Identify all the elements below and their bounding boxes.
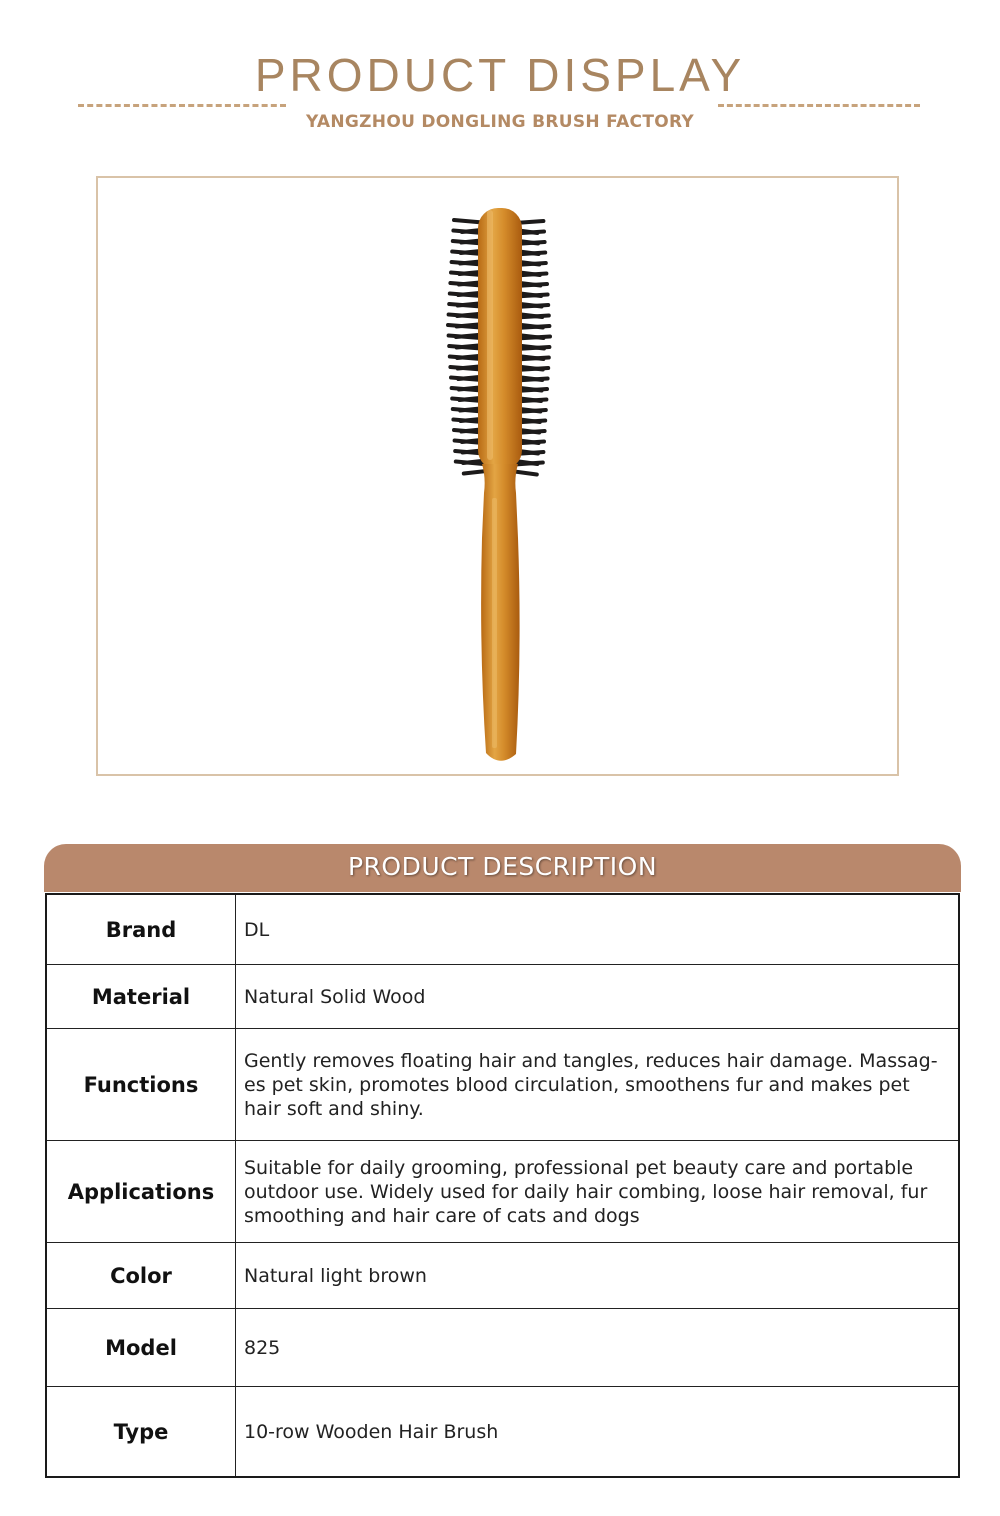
row-value: 825 — [244, 1336, 281, 1359]
title-divider-left — [78, 104, 286, 107]
table-row — [47, 1243, 958, 1309]
table-row — [47, 965, 958, 1029]
row-label: Color — [47, 1243, 236, 1308]
description-header-label: PRODUCT DESCRIPTION — [347, 852, 658, 881]
row-label: Applications — [47, 1141, 236, 1242]
row-value: Suitable for daily grooming, professional pet beauty care and portable outdoor use. Widely used for daily hair combing, loose hair removal, fur smoothing and hair care of cats and dogs — [244, 1156, 928, 1227]
table-row — [47, 1309, 958, 1387]
row-value: Natural light brown — [244, 1264, 427, 1287]
table-row — [47, 1029, 958, 1141]
row-label: Functions — [47, 1029, 236, 1140]
row-label: Type — [47, 1387, 236, 1476]
page-title: PRODUCT DISPLAY — [254, 49, 746, 101]
row-value: Natural Solid Wood — [244, 985, 426, 1008]
row-value: DL — [244, 918, 270, 941]
spec-table — [45, 893, 960, 1478]
table-row — [47, 895, 958, 965]
table-row — [47, 1141, 958, 1243]
product-image — [98, 178, 897, 774]
row-label: Model — [47, 1309, 236, 1386]
row-value: Gently removes floating hair and tangles, reduces hair damage. Massag-es pet skin, promotes blood circulation, smoothens fur and makes pet hair soft and shiny. — [244, 1049, 938, 1120]
table-row — [47, 1387, 958, 1476]
row-value: 10-row Wooden Hair Brush — [244, 1420, 499, 1443]
row-label: Brand — [47, 895, 236, 964]
row-label: Material — [47, 965, 236, 1028]
product-image-frame — [96, 176, 899, 776]
description-header — [44, 844, 961, 892]
page-subtitle: YANGZHOU DONGLING BRUSH FACTORY — [305, 112, 695, 132]
title-divider-right — [718, 104, 920, 107]
